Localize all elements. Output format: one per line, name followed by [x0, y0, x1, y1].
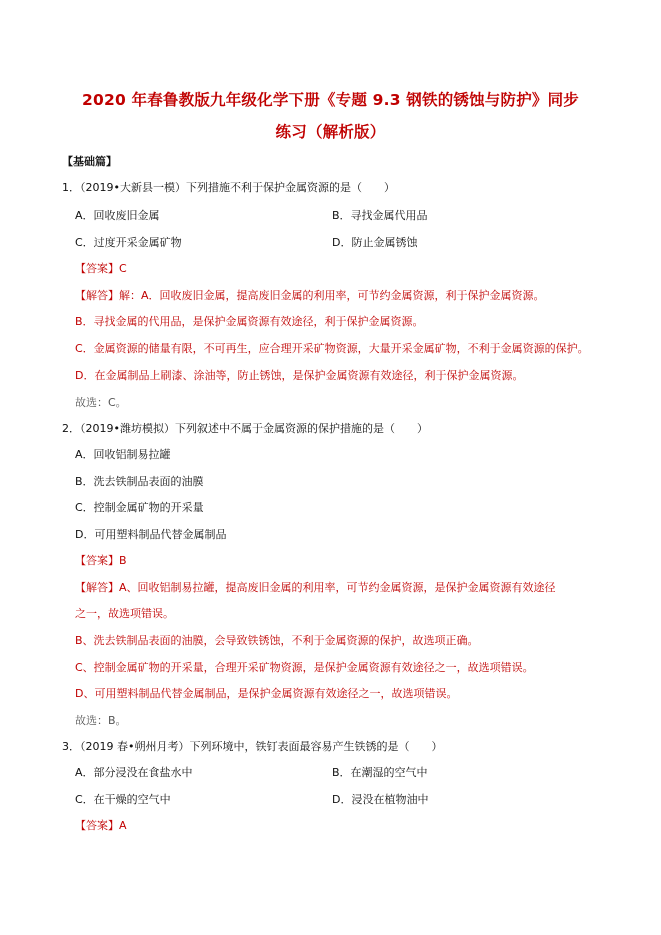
question-2-stem: 2．（2019•潍坊模拟）下列叙述中不属于金属资源的保护措施的是（ ）: [62, 422, 428, 435]
question-2-option-d: D．可用塑料制品代替金属制品: [75, 528, 227, 541]
question-3-option-a: A．部分浸没在食盐水中: [75, 766, 193, 779]
question-2-option-b: B．洗去铁制品表面的油膜: [75, 475, 204, 488]
question-2-analysis-c: C、控制金属矿物的开采量，合理开采矿物资源，是保护金属资源有效途径之一，故选项错误。: [75, 661, 534, 674]
question-2-answer: 【答案】B: [75, 554, 127, 567]
question-1-option-d: D．防止金属锈蚀: [332, 236, 418, 249]
question-1-option-c: C．过度开采金属矿物: [75, 236, 182, 249]
question-3-option-d: D．浸没在植物油中: [332, 793, 429, 806]
question-2-conclusion: 故选：B。: [75, 714, 127, 727]
question-2-option-c: C．控制金属矿物的开采量: [75, 501, 204, 514]
question-2-option-a: A．回收铝制易拉罐: [75, 448, 171, 461]
question-3-option-b: B．在潮湿的空气中: [332, 766, 428, 779]
document-title: 2020 年春鲁教版九年级化学下册《专题 9.3 钢铁的锈蚀与防护》同步: [82, 91, 579, 109]
question-2-analysis-a-continued: 之一，故选项错误。: [75, 607, 174, 620]
question-1-option-a: A．回收废旧金属: [75, 209, 160, 222]
section-heading: 【基础篇】: [62, 155, 117, 168]
question-1-analysis-a: 【解答】解：A．回收废旧金属，提高废旧金属的利用率，可节约金属资源，利于保护金属资源。: [75, 289, 545, 302]
question-1-analysis-c: C．金属资源的储量有限，不可再生，应合理开采矿物资源，大量开采金属矿物，不利于金属资源的保护。: [75, 342, 589, 355]
question-1-analysis-d: D．在金属制品上刷漆、涂油等，防止锈蚀，是保护金属资源有效途径，利于保护金属资源。: [75, 369, 524, 382]
question-3-stem: 3．（2019 春•朔州月考）下列环境中，铁钉表面最容易产生铁锈的是（ ）: [62, 740, 443, 753]
question-1-conclusion: 故选：C。: [75, 396, 127, 409]
question-1-answer: 【答案】C: [75, 262, 127, 275]
question-1-stem: 1．（2019•大新县一模）下列措施不利于保护金属资源的是（ ）: [62, 181, 395, 194]
question-3-option-c: C．在干燥的空气中: [75, 793, 171, 806]
document-title-continued: 练习（解析版）: [275, 123, 386, 141]
question-2-analysis-a: 【解答】A、回收铝制易拉罐，提高废旧金属的利用率，可节约金属资源，是保护金属资源有效途径: [75, 581, 556, 594]
question-1-analysis-b: B．寻找金属的代用品，是保护金属资源有效途径，利于保护金属资源。: [75, 315, 424, 328]
question-2-analysis-b: B、洗去铁制品表面的油膜，会导致铁锈蚀，不利于金属资源的保护，故选项正确。: [75, 634, 479, 647]
question-1-option-b: B．寻找金属代用品: [332, 209, 428, 222]
question-2-analysis-d: D、可用塑料制品代替金属制品，是保护金属资源有效途径之一，故选项错误。: [75, 687, 458, 700]
question-3-answer: 【答案】A: [75, 819, 127, 832]
